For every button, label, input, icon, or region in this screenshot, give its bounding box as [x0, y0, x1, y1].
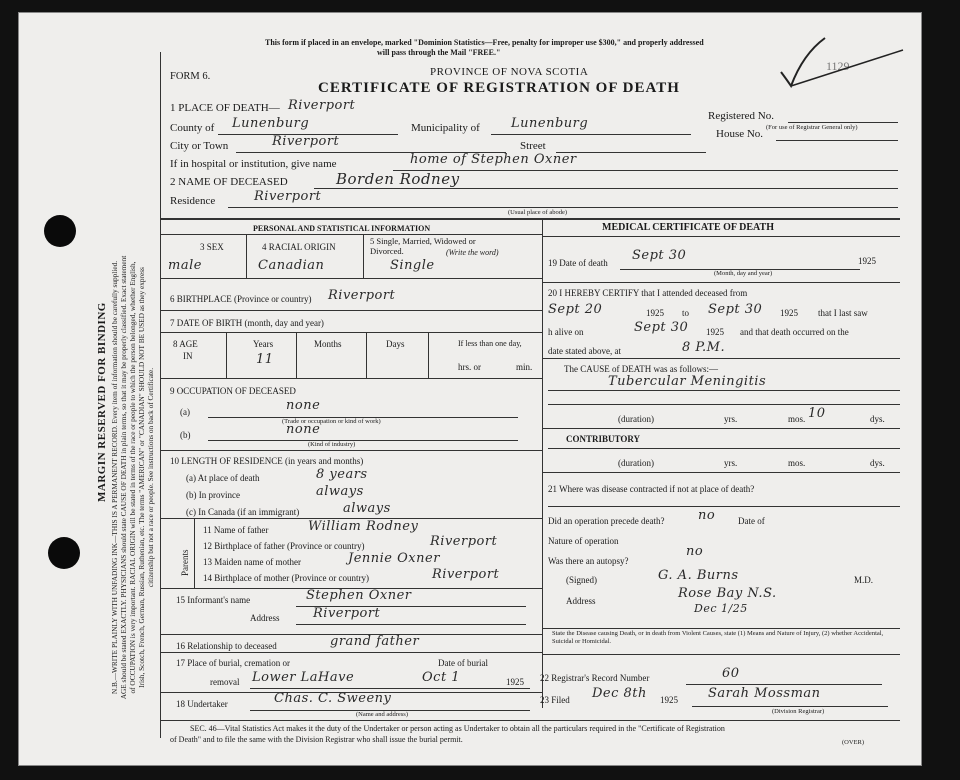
contrib-dys-label: dys. — [870, 458, 885, 468]
filed-year: 1925 — [660, 695, 678, 705]
contrib-line-1 — [548, 448, 900, 449]
residence-line — [228, 207, 898, 208]
alive-on-value: Sept 30 — [634, 320, 689, 335]
days-label: Days — [386, 339, 405, 349]
hospital-label: If in hospital or institution, give name — [170, 158, 337, 170]
burial-year: 1925 — [506, 677, 524, 687]
record-number-label: 22 Registrar's Record Number — [540, 673, 650, 683]
parents-label: Parents — [180, 549, 190, 576]
marital-value: Single — [390, 258, 435, 273]
res-b-value: always — [316, 484, 364, 499]
operation-value: no — [698, 508, 716, 523]
med-row-line-2 — [542, 358, 900, 359]
dob-label: 7 DATE OF BIRTH (month, day and year) — [170, 318, 324, 328]
hospital-line — [393, 170, 898, 171]
physician-address-label: Address — [566, 596, 596, 606]
occ-a-value: none — [286, 398, 321, 413]
deceased-name-line — [314, 188, 898, 189]
mail-notice-1: This form if placed in an envelope, marked "Dominion Statistics—Free, penalty for improper use $300," and properly addressed — [265, 38, 704, 47]
father-bp-value: Riverport — [430, 534, 498, 549]
marital-label: 5 Single, Married, Widowed or Divorced. — [370, 236, 476, 256]
occ-b-note: (Kind of industry) — [308, 441, 356, 448]
record-number-value: 60 — [722, 666, 740, 681]
medical-title-line — [542, 236, 900, 237]
autopsy-label: Was there an autopsy? — [548, 556, 629, 566]
cause-dys-label: dys. — [870, 414, 885, 424]
margin-reserved: MARGIN RESERVED FOR BINDING — [96, 302, 108, 502]
check-mark — [773, 34, 913, 94]
place-of-death-label: 1 PLACE OF DEATH— — [170, 102, 280, 114]
birthplace-value: Riverport — [328, 288, 396, 303]
informant-value: Stephen Oxner — [306, 588, 412, 603]
footer-line-1: SEC. 46—Vital Statistics Act makes it the duty of the Undertaker or person acting as Undertaker to obtain all the particulars required in the "Certificate of Registration — [190, 724, 725, 733]
informant-address-label: Address — [250, 613, 280, 623]
column-divider — [542, 218, 543, 708]
length-residence-label: 10 LENGTH OF RESIDENCE (in years and months) — [170, 456, 364, 466]
age-divider-1 — [226, 332, 227, 378]
attended-to-year: 1925 — [780, 308, 798, 318]
racial-label: 4 RACIAL ORIGIN — [262, 242, 336, 252]
age-divider-3 — [366, 332, 367, 378]
operation-label: Did an operation precede death? — [548, 516, 665, 526]
municipality-label: Municipality of — [411, 122, 480, 134]
informant-label: 15 Informant's name — [176, 595, 251, 605]
mother-value: Jennie Oxner — [348, 551, 440, 566]
occupation-label: 9 OCCUPATION OF DECEASED — [170, 386, 296, 396]
res-a-value: 8 years — [316, 467, 368, 482]
informant-address-line — [296, 624, 526, 625]
age-in-label: IN — [183, 351, 193, 361]
physician-address-date: Dec 1/25 — [694, 602, 748, 615]
attended-to-value: Sept 30 — [708, 302, 763, 317]
alive-on-year: 1925 — [706, 327, 724, 337]
footer-line-2: of Death" and to file the same with the Division Registrar who shall issue the burial permit. — [170, 735, 463, 744]
sex-divider — [246, 234, 247, 278]
registered-label: Registered No. — [708, 110, 774, 122]
cause-mos-label: mos. — [788, 414, 806, 424]
father-bp-label: 12 Birthplace of father (Province or country) — [203, 541, 365, 551]
cause-line-1 — [548, 390, 900, 391]
cause-mos-value: 10 — [808, 406, 826, 421]
attended-to-label: to — [682, 308, 690, 318]
father-value: William Rodney — [308, 519, 419, 534]
res-b-label: (b) In province — [186, 490, 240, 500]
cause-value: Tubercular Meningitis — [608, 374, 767, 389]
binding-hole-bottom — [48, 537, 80, 569]
mail-notice-2: will pass through the Mail "FREE." — [377, 48, 501, 57]
deceased-name-value: Borden Rodney — [336, 170, 460, 188]
contracted-label: 21 Where was disease contracted if not at place of death? — [548, 484, 755, 494]
row-line-1 — [160, 278, 542, 279]
autopsy-value: no — [686, 544, 704, 559]
cause-line-2 — [548, 404, 900, 405]
parents-divider — [194, 518, 195, 588]
binding-hole-top — [44, 215, 76, 247]
age-divider-4 — [428, 332, 429, 378]
occ-a-note: (Trade or occupation or kind of work) — [282, 418, 381, 425]
violent-causes-note: State the Disease causing Death, or in death from Violent Causes, state (1) Means and Nature of Injury, (2) whether Accidental, Suicidal or Homicidal. — [552, 630, 884, 645]
row-line-3 — [160, 332, 542, 333]
municipality-value: Lunenburg — [511, 116, 589, 131]
contrib-mos-label: mos. — [788, 458, 806, 468]
med-row-line-3 — [542, 428, 900, 429]
death-time-value: 8 P.M. — [682, 340, 726, 355]
racial-value: Canadian — [258, 258, 325, 273]
serial-number: 1129 — [826, 59, 850, 73]
burial-line — [250, 688, 530, 689]
mother-bp-label: 14 Birthplace of mother (Province or country) — [203, 573, 369, 583]
years-label: Years — [253, 339, 274, 349]
city-value: Riverport — [272, 134, 340, 149]
registrar-note: (Division Registrar) — [772, 708, 825, 715]
undertaker-label: 18 Undertaker — [176, 699, 228, 709]
registered-line — [788, 122, 898, 123]
house-label: House No. — [716, 128, 764, 140]
res-c-value: always — [343, 501, 391, 516]
occurred-label: and that death occurred on the — [740, 327, 849, 337]
row-line-5 — [160, 450, 542, 451]
attended-from-year: 1925 — [646, 308, 664, 318]
age-label: 8 AGE — [173, 339, 198, 349]
cause-duration-label: (duration) — [618, 414, 654, 424]
hospital-value: home of Stephen Oxner — [410, 152, 577, 167]
record-number-line — [686, 684, 882, 685]
relationship-value: grand father — [330, 634, 420, 649]
cause-label: The CAUSE of DEATH was as follows:— — [564, 364, 718, 374]
city-label: City or Town — [170, 140, 229, 152]
med-row-line-1 — [542, 282, 900, 283]
registered-note: (For use of Registrar General only) — [766, 124, 858, 131]
mother-bp-value: Riverport — [432, 567, 500, 582]
burial-value: Lower LaHave — [252, 670, 355, 685]
deceased-name-label: 2 NAME OF DECEASED — [170, 176, 288, 188]
sex-label: 3 SEX — [200, 242, 224, 252]
certify-label: 20 I HEREBY CERTIFY that I attended deceased from — [548, 288, 748, 298]
physician-address-value: Rose Bay N.S. — [678, 586, 777, 601]
row-line-2 — [160, 310, 542, 311]
attended-from-value: Sept 20 — [548, 302, 603, 317]
occ-b-line — [208, 440, 518, 441]
section-divider — [160, 218, 900, 220]
undertaker-value: Chas. C. Sweeny — [274, 691, 392, 706]
contrib-duration-label: (duration) — [618, 458, 654, 468]
med-row-line-6 — [542, 654, 900, 655]
death-date-value: Sept 30 — [632, 248, 687, 263]
med-row-line-4 — [542, 472, 900, 473]
signed-label: (Signed) — [566, 575, 597, 585]
burial-date-label: Date of burial — [438, 658, 488, 668]
signed-value: G. A. Burns — [658, 568, 739, 583]
contracted-line — [548, 506, 900, 507]
undertaker-note: (Name and address) — [356, 711, 408, 718]
op-date-label: Date of — [738, 516, 765, 526]
burial-date-value: Oct 1 — [422, 670, 461, 685]
cause-yrs-label: yrs. — [724, 414, 738, 424]
form-left-border — [160, 52, 161, 738]
footer-divider — [160, 720, 900, 721]
contrib-yrs-label: yrs. — [724, 458, 738, 468]
personal-title-line — [160, 234, 542, 235]
op-nature-label: Nature of operation — [548, 536, 619, 546]
contributory-label: CONTRIBUTORY — [566, 434, 641, 444]
mother-label: 13 Maiden name of mother — [203, 557, 301, 567]
street-label: Street — [520, 140, 546, 152]
form-number: FORM 6. — [170, 71, 211, 82]
county-value: Lunenburg — [232, 116, 310, 131]
racial-divider — [363, 234, 364, 278]
death-date-note: (Month, day and year) — [714, 270, 773, 277]
months-label: Months — [314, 339, 342, 349]
alive-on-label: h alive on — [548, 327, 584, 337]
med-row-line-5 — [542, 628, 900, 629]
birthplace-label: 6 BIRTHPLACE (Province or country) — [170, 294, 312, 304]
certificate-title: CERTIFICATE OF REGISTRATION OF DEATH — [318, 80, 680, 96]
row-line-4 — [160, 378, 542, 379]
hrs-label: hrs. or — [458, 362, 481, 372]
footer-over: (OVER) — [842, 739, 865, 746]
min-label: min. — [516, 362, 533, 372]
informant-address-value: Riverport — [313, 606, 381, 621]
house-line — [776, 140, 898, 141]
occ-b-label: (b) — [180, 430, 191, 440]
death-year: 1925 — [858, 256, 876, 266]
margin-instructions: N.B.—WRITE PLAINLY WITH UNFADING INK—THIS IS A PERMANENT RECORD. Every item of information should be carefully supplied. AGE should be stated EXACTLY. PHYSICIANS should state CAUSE OF DEATH in plain terms, so that it may be properly classified. Exact statement of OCCUPATION is very important. RACIAL ORIGIN will be stated in terms of the race or people to which the person belonged, whether English, Irish, Scotch, French, German, Russian, Ruthenian, etc. The terms "AMERICAN" or "CANADIAN" SHOULD NOT BE USED as they express citizenship but not a race or people. See instructions on back of Certificate. — [110, 255, 155, 700]
street-line — [556, 152, 706, 153]
occ-a-label: (a) — [180, 407, 190, 417]
registrar-line — [692, 706, 888, 707]
row-line-9 — [160, 652, 542, 653]
place-of-death-value: Riverport — [288, 98, 356, 113]
municipality-line — [491, 134, 691, 135]
years-value: 11 — [256, 352, 274, 367]
burial-label: 17 Place of burial, cremation or — [176, 658, 290, 668]
marital-note: (Write the word) — [446, 248, 499, 257]
age-divider-2 — [296, 332, 297, 378]
province-title: PROVINCE OF NOVA SCOTIA — [430, 66, 589, 78]
md-label: M.D. — [854, 575, 874, 585]
residence-value: Riverport — [254, 189, 322, 204]
filed-label: 23 Filed — [540, 695, 570, 705]
personal-section-title: PERSONAL AND STATISTICAL INFORMATION — [253, 224, 431, 233]
medical-section-title: MEDICAL CERTIFICATE OF DEATH — [602, 222, 774, 233]
date-stated-label: date stated above, at — [548, 346, 621, 356]
occ-b-value: none — [286, 422, 321, 437]
county-label: County of — [170, 122, 215, 134]
residence-label: Residence — [170, 195, 216, 207]
father-label: 11 Name of father — [203, 525, 269, 535]
certificate-paper — [18, 12, 922, 766]
relationship-label: 16 Relationship to deceased — [176, 641, 277, 651]
res-a-label: (a) At place of death — [186, 473, 260, 483]
sex-value: male — [168, 258, 202, 273]
last-saw-label: that I last saw — [818, 308, 868, 318]
registrar-signature: Sarah Mossman — [708, 686, 821, 701]
res-c-label: (c) In Canada (if an immigrant) — [186, 507, 300, 517]
burial-label-removal: removal — [210, 677, 240, 687]
filed-value: Dec 8th — [592, 686, 647, 701]
residence-note: (Usual place of abode) — [508, 209, 568, 216]
death-date-label: 19 Date of death — [548, 258, 608, 268]
less-than-day-label: If less than one day, — [458, 339, 522, 348]
